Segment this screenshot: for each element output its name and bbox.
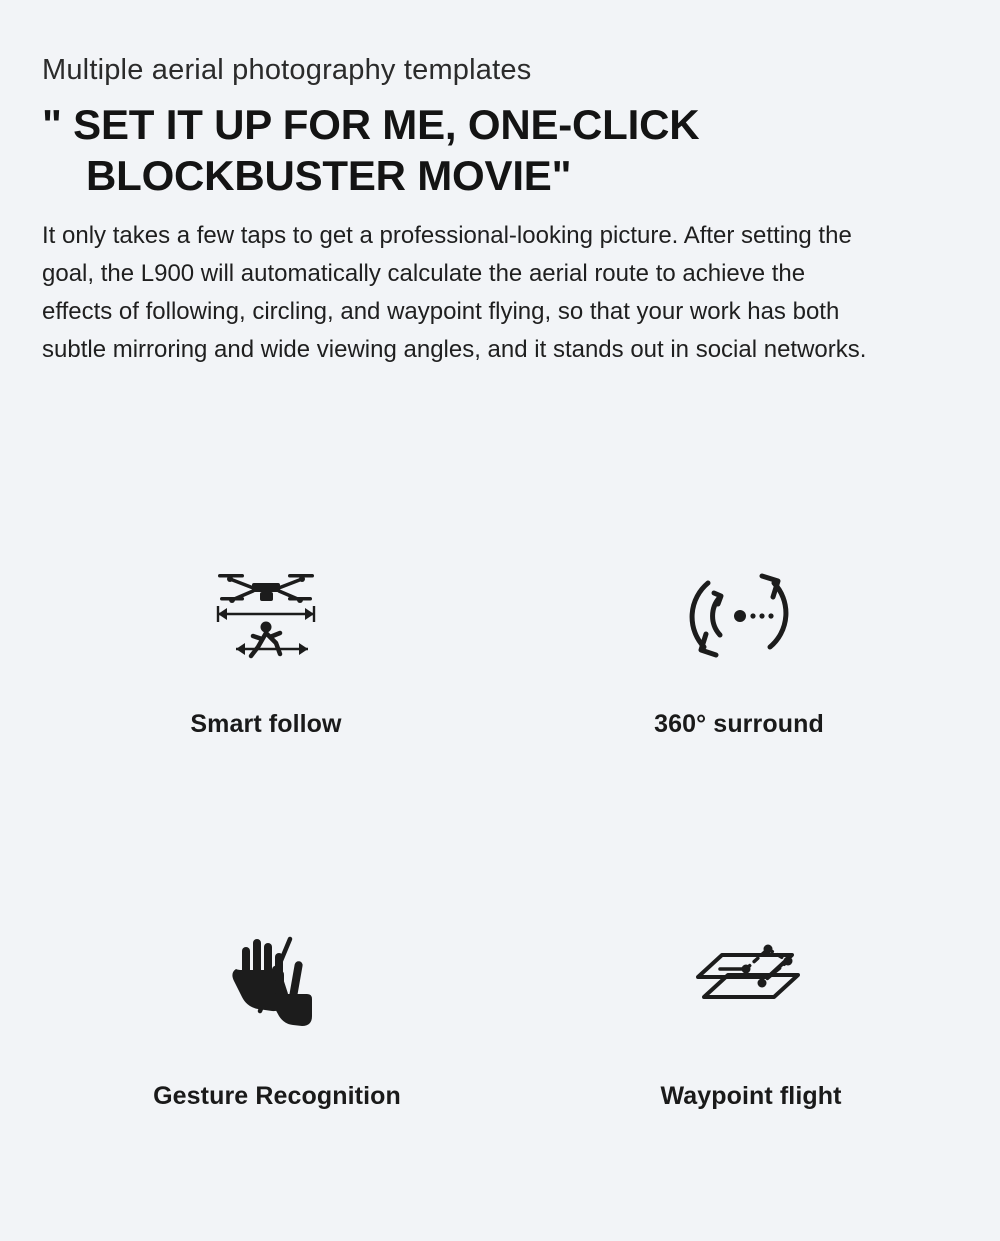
feature-label: Gesture Recognition (153, 1082, 401, 1110)
body-paragraph: It only takes a few taps to get a professional-looking picture. After setting the goal, the L900 will automatically calculate the aerial route to achieve the effects of following, circling, and waypoint flying, so that your work has both subtle mirroring and wide viewing angles, and it stands out in social networks. (42, 222, 867, 363)
hand-gesture-icon (212, 916, 342, 1056)
headline-line-1: " SET IT UP FOR ME, ONE-CLICK (42, 101, 700, 149)
feature-label: Smart follow (190, 710, 342, 738)
page-title (42, 100, 872, 201)
feature-item-gesture-recognition (48, 916, 506, 1166)
feature-item-360-surround (510, 548, 968, 798)
headline-line-2: BLOCKBUSTER MOVIE" (86, 151, 572, 199)
feature-label: 360° surround (654, 710, 824, 738)
feature-item-smart-follow (37, 548, 495, 798)
eyebrow-text: Multiple aerial photography templates (42, 54, 532, 86)
feature-item-waypoint-flight (522, 916, 980, 1166)
drone-follow-person-icon (196, 548, 336, 688)
feature-grid (42, 548, 958, 1166)
waypoint-route-icon (676, 916, 826, 1056)
feature-label: Waypoint flight (660, 1082, 842, 1110)
360-circular-arrows-icon (674, 548, 804, 688)
